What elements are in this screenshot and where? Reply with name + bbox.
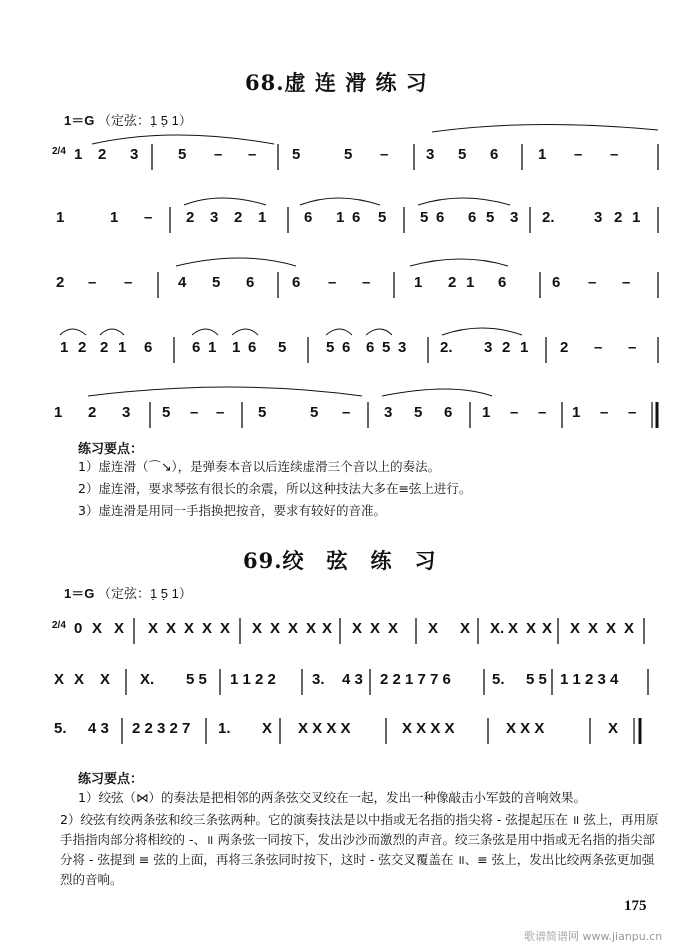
note-symbol: 6 — [342, 339, 351, 356]
note-symbol: – — [214, 146, 223, 163]
line-69-1-notes — [52, 620, 660, 642]
note-symbol: 2 2 1 7 7 6 — [380, 671, 451, 688]
note-symbol: 5 — [258, 404, 267, 421]
note-symbol: X — [526, 620, 537, 637]
note-symbol: 2 — [614, 209, 623, 226]
note-symbol: 5 — [378, 209, 387, 226]
note-symbol: 1 — [258, 209, 267, 226]
note-symbol: X X X X — [402, 720, 455, 737]
note-symbol: X — [352, 620, 363, 637]
note-symbol: – — [190, 404, 199, 421]
note-symbol: 6 — [498, 274, 507, 291]
note-symbol: 1 — [60, 339, 69, 356]
note-symbol: 5 5 — [186, 671, 207, 688]
score-line-68-2 — [52, 203, 660, 243]
note-symbol: – — [628, 404, 637, 421]
note-symbol: 2 — [448, 274, 457, 291]
note-symbol: 6 — [246, 274, 255, 291]
note-symbol: 1 — [110, 209, 119, 226]
note-symbol: 1 1 2 3 4 — [560, 671, 619, 688]
note-symbol: 1 — [414, 274, 423, 291]
note-symbol: 6 — [490, 146, 499, 163]
note-symbol: 3 — [398, 339, 407, 356]
notes-68-item: 3）虚连滑是用同一手指换把按音，要求有较好的音准。 — [78, 503, 386, 518]
note-symbol: 2/4 — [52, 620, 66, 631]
note-symbol: 3 — [384, 404, 393, 421]
section-68-title: 68.虚 连 滑 练 习 — [245, 70, 428, 95]
note-symbol: X — [508, 620, 519, 637]
note-symbol: 1 — [572, 404, 581, 421]
note-symbol: 1 — [74, 146, 83, 163]
score-line-68-3 — [52, 268, 660, 308]
note-symbol: 2 — [186, 209, 195, 226]
note-symbol: 6 — [248, 339, 257, 356]
note-symbol: – — [342, 404, 351, 421]
note-symbol: 3 — [122, 404, 131, 421]
note-symbol: 1 — [632, 209, 641, 226]
note-symbol: 5 — [344, 146, 353, 163]
note-symbol: 5 — [162, 404, 171, 421]
note-symbol: 1 — [56, 209, 65, 226]
note-symbol: X — [184, 620, 195, 637]
note-symbol: 1 1 2 2 — [230, 671, 276, 688]
note-symbol: 1 — [466, 274, 475, 291]
note-symbol: 5 — [486, 209, 495, 226]
note-symbol: 4 3 — [342, 671, 363, 688]
note-symbol: 5 — [212, 274, 221, 291]
note-symbol: 2 — [56, 274, 65, 291]
note-symbol: – — [594, 339, 603, 356]
note-symbol: 2 — [98, 146, 107, 163]
note-symbol: X — [54, 671, 65, 688]
note-symbol: 3 — [594, 209, 603, 226]
note-symbol: 2. — [440, 339, 453, 356]
notes-69-heading: 练习要点： — [78, 772, 144, 787]
key-signature: 1＝G — [64, 586, 95, 601]
note-symbol: X — [288, 620, 299, 637]
note-symbol: 2 — [100, 339, 109, 356]
note-symbol: X — [388, 620, 399, 637]
notes-69-paragraph: 2）绞弦有绞两条弦和绞三条弦两种。它的演奏技法是以中指或无名指的指尖将 - 弦提起压在 ॥ 弦上，再用原手指指肉部分将相绞的 -、॥ 两条弦一同按下，发出沙沙而激烈的声音。绞三条弦是用中指或无名指的指尖部分将 - 弦提到 ≡ 弦的上面，再将三条弦同时按下，这时 - 弦交叉覆盖在 ॥、≡ 弦上，发出比绞两条弦更加强烈的音响。 — [60, 812, 659, 887]
note-symbol: X — [624, 620, 635, 637]
note-symbol: – — [510, 404, 519, 421]
note-symbol: 6 — [436, 209, 445, 226]
note-symbol: 6 — [366, 339, 375, 356]
note-symbol: – — [600, 404, 609, 421]
note-symbol: – — [216, 404, 225, 421]
note-symbol: – — [144, 209, 153, 226]
section-68-key — [64, 110, 192, 129]
note-symbol: – — [628, 339, 637, 356]
note-symbol: 2. — [542, 209, 555, 226]
note-symbol: X — [428, 620, 439, 637]
note-symbol: 6 — [292, 274, 301, 291]
note-symbol: X — [542, 620, 553, 637]
note-symbol: – — [610, 146, 619, 163]
line-68-5-notes — [52, 404, 660, 426]
note-symbol: 2 — [78, 339, 87, 356]
note-symbol: – — [588, 274, 597, 291]
notes-69-item: 1）绞弦（⋈）的奏法是把相邻的两条弦交叉绞在一起，发出一种像敲击小军鼓的音响效果。 — [78, 790, 586, 805]
note-symbol: X — [166, 620, 177, 637]
note-symbol: X — [570, 620, 581, 637]
note-symbol: 6 — [192, 339, 201, 356]
note-symbol: 6 — [144, 339, 153, 356]
note-symbol: 2 — [560, 339, 569, 356]
note-symbol: – — [248, 146, 257, 163]
note-symbol: X — [460, 620, 471, 637]
note-symbol: X — [252, 620, 263, 637]
note-symbol: X — [114, 620, 125, 637]
note-symbol: 5 — [278, 339, 287, 356]
note-symbol: X — [588, 620, 599, 637]
note-symbol: X — [100, 671, 111, 688]
note-symbol: X — [220, 620, 231, 637]
note-symbol: 5 — [420, 209, 429, 226]
note-symbol: 0 — [74, 620, 83, 637]
note-symbol: 5. — [492, 671, 505, 688]
score-line-68-4 — [52, 333, 660, 373]
note-symbol: X — [202, 620, 213, 637]
section-69-title: 69.绞 弦 练 习 — [243, 548, 437, 573]
note-symbol: 2/4 — [52, 146, 66, 157]
note-symbol: – — [124, 274, 133, 291]
note-symbol: X — [74, 671, 85, 688]
note-symbol: 6 — [552, 274, 561, 291]
note-symbol: X — [148, 620, 159, 637]
note-symbol: 5 — [382, 339, 391, 356]
note-symbol: 5 — [178, 146, 187, 163]
note-symbol: X — [606, 620, 617, 637]
note-symbol: X — [262, 720, 273, 737]
note-symbol: – — [362, 274, 371, 291]
note-symbol: 2 — [502, 339, 511, 356]
note-symbol: 4 3 — [88, 720, 109, 737]
note-symbol: X — [370, 620, 381, 637]
note-symbol: X. — [490, 620, 505, 637]
note-symbol: – — [328, 274, 337, 291]
line-68-2-notes — [52, 209, 660, 231]
line-68-3-notes — [52, 274, 660, 296]
note-symbol: 6 — [304, 209, 313, 226]
notes-68-item: 2）虚连滑，要求琴弦有很长的余震，所以这种技法大多在≡弦上进行。 — [78, 481, 472, 496]
note-symbol: 2 — [88, 404, 97, 421]
note-symbol: 3 — [426, 146, 435, 163]
note-symbol: 5 — [458, 146, 467, 163]
score-line-68-5 — [52, 398, 660, 438]
line-68-1-notes — [52, 146, 660, 168]
note-symbol: 5 — [414, 404, 423, 421]
section-69-key — [64, 583, 192, 602]
notes-68-item: 1）虚连滑（⌒↘），是弹奏本音以后连续虚滑三个音以上的奏法。 — [78, 459, 441, 474]
note-symbol: X X X X — [298, 720, 351, 737]
note-symbol: X — [270, 620, 281, 637]
page-number: 175 — [624, 898, 647, 914]
note-symbol: – — [88, 274, 97, 291]
note-symbol: 5 — [292, 146, 301, 163]
note-symbol: X — [322, 620, 333, 637]
note-symbol: 6 — [352, 209, 361, 226]
note-symbol: 5. — [54, 720, 67, 737]
note-symbol: 1 — [520, 339, 529, 356]
note-symbol: 1 — [336, 209, 345, 226]
note-symbol: 6 — [468, 209, 477, 226]
note-symbol: X X X — [506, 720, 545, 737]
tuning: （定弦：1̣ 5̣ 1） — [97, 586, 192, 601]
note-symbol: 1. — [218, 720, 231, 737]
note-symbol: 3 — [130, 146, 139, 163]
note-symbol: 1 — [118, 339, 127, 356]
key-signature: 1＝G — [64, 113, 95, 128]
note-symbol: X — [306, 620, 317, 637]
note-symbol: – — [574, 146, 583, 163]
note-symbol: X — [608, 720, 619, 737]
note-symbol: 1 — [54, 404, 63, 421]
watermark: 歌谱简谱网 www.jianpu.cn — [524, 930, 663, 943]
note-symbol: 1 — [482, 404, 491, 421]
note-symbol: 6 — [444, 404, 453, 421]
note-symbol: – — [538, 404, 547, 421]
note-symbol: 3 — [210, 209, 219, 226]
note-symbol: 5 5 — [526, 671, 547, 688]
score-line-69-3 — [52, 714, 660, 754]
note-symbol: 1 — [538, 146, 547, 163]
score-line-69-1 — [52, 614, 660, 654]
note-symbol: 4 — [178, 274, 187, 291]
note-symbol: 3. — [312, 671, 325, 688]
note-symbol: 3 — [510, 209, 519, 226]
notes-68-heading: 练习要点： — [78, 442, 144, 457]
score-line-69-2 — [52, 665, 660, 705]
line-69-2-notes — [52, 671, 660, 693]
note-symbol: 2 2 3 2 7 — [132, 720, 191, 737]
line-68-4-notes — [52, 339, 660, 361]
note-symbol: 1 — [232, 339, 241, 356]
note-symbol: X — [92, 620, 103, 637]
note-symbol: 1 — [208, 339, 217, 356]
note-symbol: X. — [140, 671, 155, 688]
note-symbol: – — [622, 274, 631, 291]
line-69-3-notes — [52, 720, 660, 742]
note-symbol: – — [380, 146, 389, 163]
tuning: （定弦：1̣ 5̣ 1） — [97, 113, 192, 128]
score-line-68-1 — [52, 140, 660, 180]
note-symbol: 2 — [234, 209, 243, 226]
note-symbol: 5 — [310, 404, 319, 421]
note-symbol: 3 — [484, 339, 493, 356]
note-symbol: 5 — [326, 339, 335, 356]
